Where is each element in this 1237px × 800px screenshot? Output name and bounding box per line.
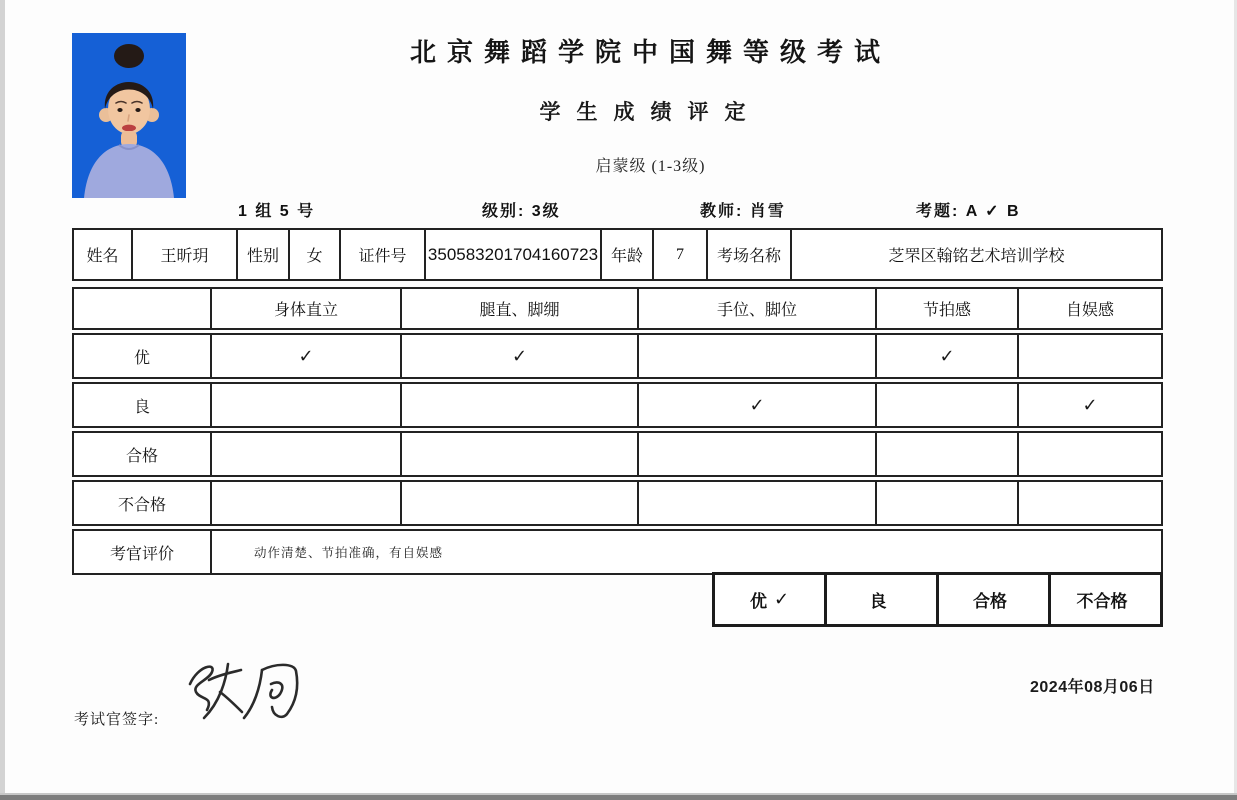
row-label: 不合格 xyxy=(117,496,166,514)
check-cell xyxy=(1017,433,1161,475)
scan-edge-bottom xyxy=(0,793,1237,800)
column-header-hand-foot-positions: 手位、脚位 xyxy=(637,289,875,328)
result-option-good xyxy=(824,575,936,624)
level-range-label: 启蒙级 (1-3级) xyxy=(595,158,706,175)
grade-row-pass xyxy=(72,431,1163,477)
grading-table xyxy=(72,287,1163,575)
examiner-comment-label: 考官评价 xyxy=(109,545,174,563)
examiner-comment-text: 动作清楚、节拍准确，有自娱感 xyxy=(210,531,1161,573)
check-cell xyxy=(400,433,637,475)
exam-meta-line xyxy=(0,198,1237,222)
check-cell xyxy=(637,433,875,475)
examiner-signature xyxy=(176,652,316,742)
overall-result-table xyxy=(712,572,1163,627)
check-cell xyxy=(210,482,400,524)
check-cell xyxy=(1017,335,1161,377)
result-checkmark: ✓ xyxy=(773,589,790,610)
check-cell: ✓ xyxy=(637,384,875,426)
row-label: 优 xyxy=(133,349,150,367)
check-cell xyxy=(875,482,1017,524)
result-label: 优 xyxy=(749,592,767,611)
result-option-excellent xyxy=(715,575,824,624)
check-cell xyxy=(400,482,637,524)
page-title: 北京舞蹈学院中国舞等级考试 xyxy=(409,38,891,67)
result-option-fail xyxy=(1048,575,1160,624)
teacher-name: 教师: 肖雪 xyxy=(700,203,786,220)
gender-label: 性别 xyxy=(236,230,288,279)
scan-edge-left xyxy=(0,0,5,800)
check-cell xyxy=(875,384,1017,426)
result-label: 不合格 xyxy=(1076,592,1128,611)
name-label: 姓名 xyxy=(86,248,119,265)
grade-row-good xyxy=(72,382,1163,428)
venue-value: 芝罘区翰铭艺术培训学校 xyxy=(790,230,1161,279)
venue-label: 考场名称 xyxy=(706,230,790,279)
check-cell xyxy=(210,384,400,426)
exam-level: 级别: 3级 xyxy=(482,203,561,220)
result-option-pass xyxy=(936,575,1048,624)
check-cell: ✓ xyxy=(210,335,400,377)
check-cell xyxy=(400,384,637,426)
row-label: 合格 xyxy=(125,447,158,465)
grading-header-empty xyxy=(74,289,210,328)
grade-row-excellent xyxy=(72,333,1163,379)
age-label: 年龄 xyxy=(600,230,652,279)
page-subtitle: 学生成绩评定 xyxy=(539,100,762,124)
check-cell: ✓ xyxy=(875,335,1017,377)
result-label: 良 xyxy=(869,592,887,611)
check-cell xyxy=(637,482,875,524)
column-header-rhythm: 节拍感 xyxy=(875,289,1017,328)
row-label: 良 xyxy=(133,398,150,416)
column-header-self-enjoyment: 自娱感 xyxy=(1017,289,1161,328)
group-number: 1 组 5 号 xyxy=(238,203,316,220)
result-label: 合格 xyxy=(973,592,1007,611)
check-cell xyxy=(210,433,400,475)
check-cell xyxy=(1017,482,1161,524)
check-cell: ✓ xyxy=(400,335,637,377)
id-number-value: 350583201704160723 xyxy=(424,230,600,279)
check-cell xyxy=(637,335,875,377)
check-cell: ✓ xyxy=(1017,384,1161,426)
handwritten-signature-strokes xyxy=(176,652,316,742)
name-value: 王昕玥 xyxy=(131,230,236,279)
grading-header-row xyxy=(72,287,1163,330)
column-header-body-upright: 身体直立 xyxy=(210,289,400,328)
id-number-label: 证件号 xyxy=(339,230,424,279)
exam-date: 2024年08月06日 xyxy=(1030,679,1155,696)
gender-value: 女 xyxy=(288,230,339,279)
column-header-legs-feet: 腿直、脚绷 xyxy=(400,289,637,328)
exam-topic: 考题: A ✓ B xyxy=(916,203,1021,220)
examiner-signature-label: 考试官签字: xyxy=(74,712,160,728)
age-value: 7 xyxy=(652,230,706,279)
check-cell xyxy=(875,433,1017,475)
examiner-comment-row xyxy=(72,529,1163,575)
grade-row-fail xyxy=(72,480,1163,526)
student-info-table xyxy=(72,228,1163,281)
